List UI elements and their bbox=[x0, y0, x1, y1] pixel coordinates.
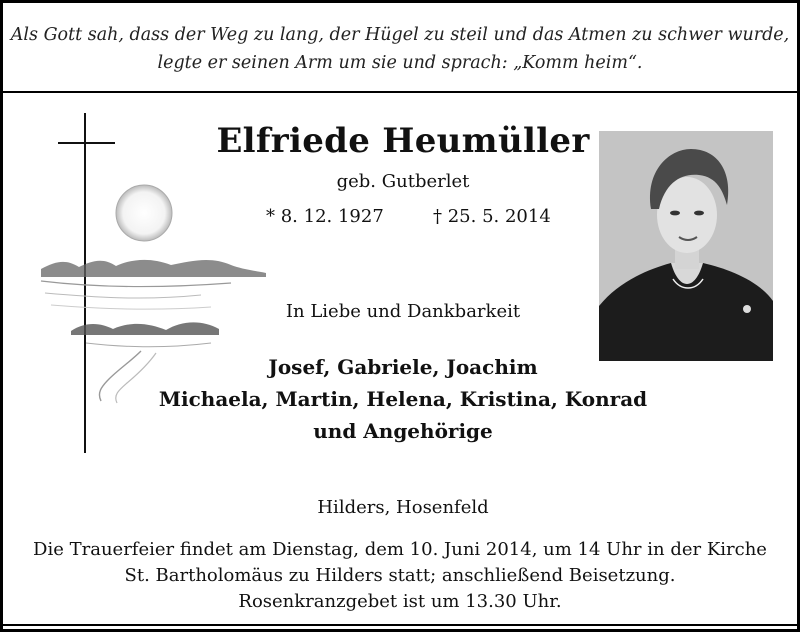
portrait-photo bbox=[599, 131, 773, 361]
service-line: Rosenkranzgebet ist um 13.30 Uhr. bbox=[238, 591, 562, 612]
bottom-divider bbox=[3, 624, 797, 626]
mourners-line: Michaela, Martin, Helena, Kristina, Konrad bbox=[158, 387, 648, 411]
mourners-line: Josef, Gabriele, Joachim bbox=[268, 355, 538, 379]
death-date: † 25. 5. 2014 bbox=[433, 206, 551, 227]
service-line: Die Trauerfeier findet am Dienstag, dem 10. Juni 2014, um 14 Uhr in der Kirche bbox=[33, 539, 767, 560]
service-line: St. Bartholomäus zu Hilders statt; anschließend Beisetzung. bbox=[124, 565, 676, 586]
mountain-range-near bbox=[71, 322, 219, 335]
top-divider bbox=[3, 91, 797, 93]
motto-line-2: legte er seinen Arm um sie und sprach: „Komm heim“. bbox=[157, 53, 643, 73]
places-line: Hilders, Hosenfeld bbox=[317, 497, 489, 518]
dedication-line: In Liebe und Dankbarkeit bbox=[285, 301, 521, 322]
cross-vertical bbox=[84, 113, 86, 453]
motto-verse bbox=[3, 21, 797, 77]
mourners-list bbox=[153, 351, 653, 447]
birth-date: * 8. 12. 1927 bbox=[266, 206, 384, 227]
mountain-range-far bbox=[41, 260, 266, 277]
motto-line-1: Als Gott sah, dass der Weg zu lang, der Hügel zu steil und das Atmen zu schwer wurde, bbox=[10, 25, 790, 45]
maiden-name: geb. Gutberlet bbox=[336, 171, 470, 192]
mourners-line: und Angehörige bbox=[313, 419, 493, 443]
deceased-name: Elfriede Heumüller bbox=[216, 121, 590, 161]
sun-icon bbox=[116, 185, 172, 241]
cross-horizontal bbox=[58, 142, 115, 144]
funeral-service-info bbox=[3, 537, 797, 615]
